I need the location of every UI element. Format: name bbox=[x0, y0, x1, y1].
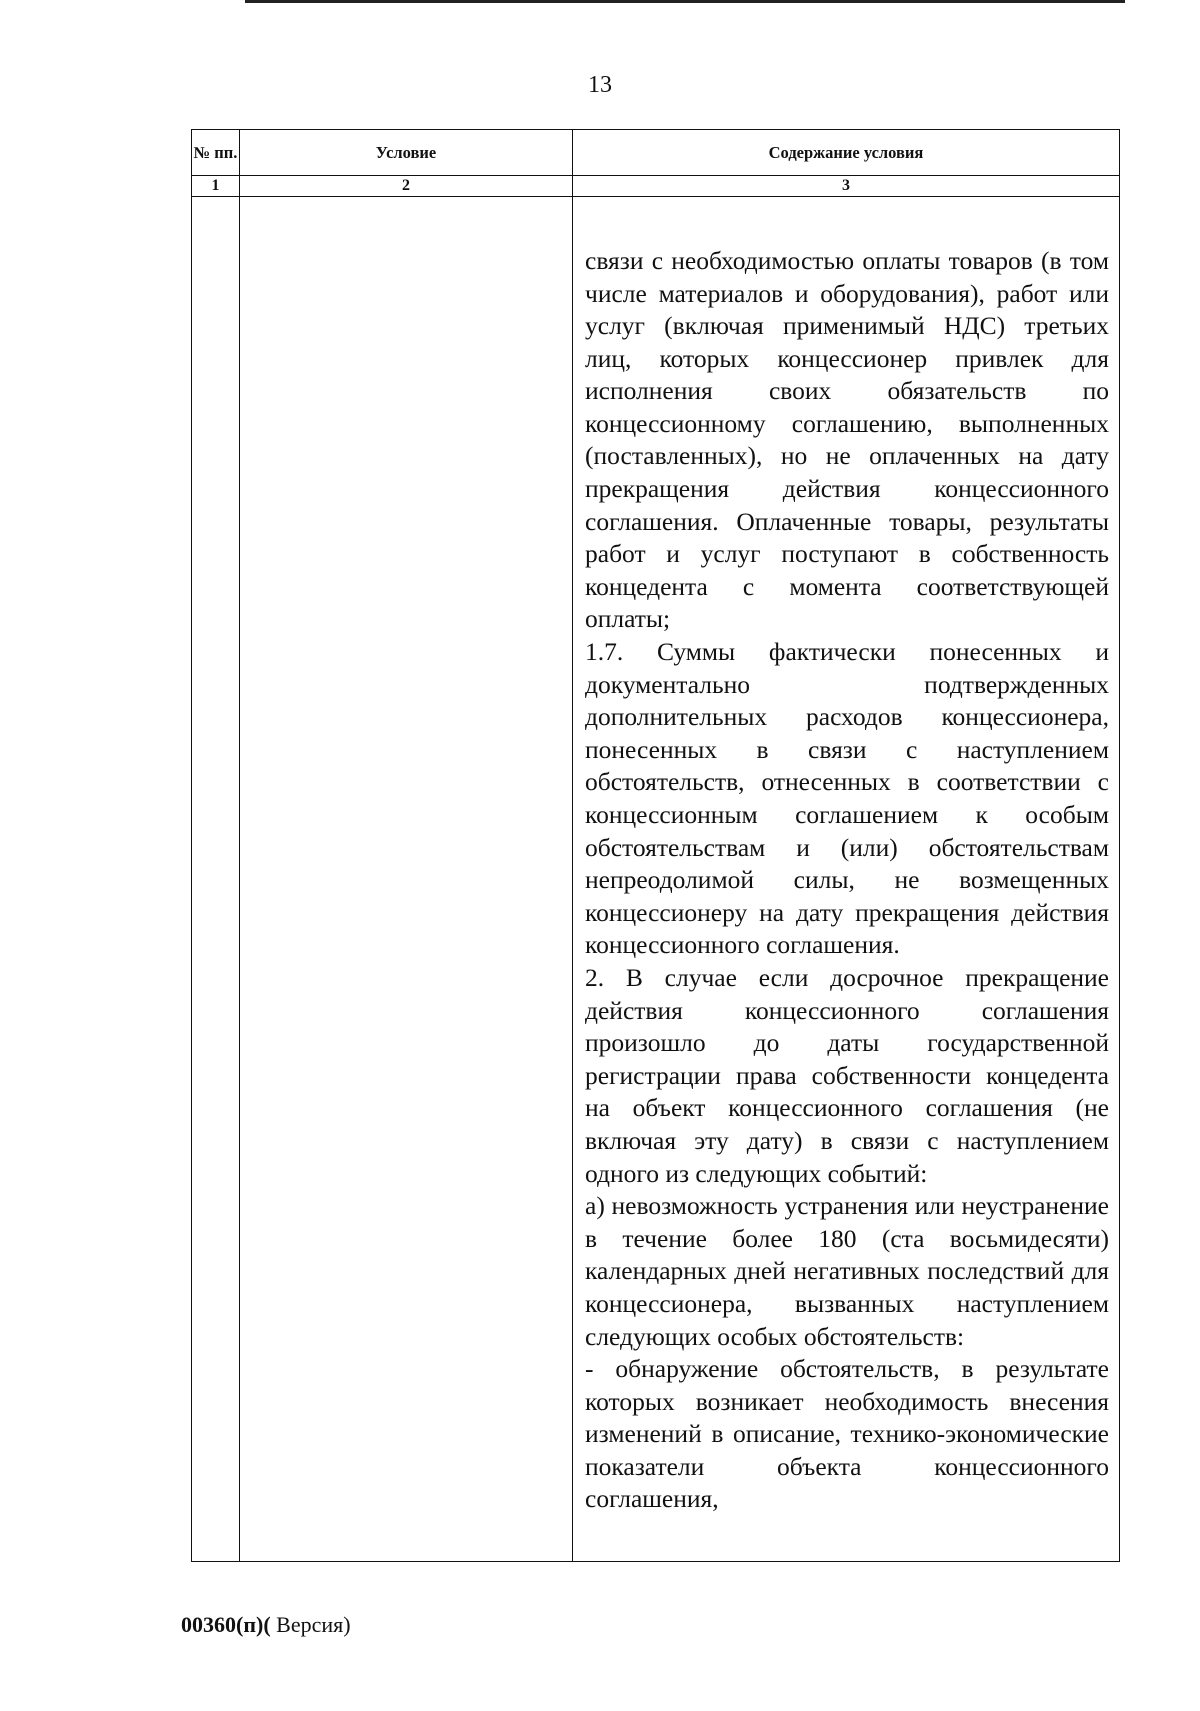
table-row bbox=[192, 197, 1120, 1562]
column-number-1: 1 bbox=[192, 176, 240, 197]
column-number-3: 3 bbox=[573, 176, 1120, 197]
content-paragraph-5: - обнаружение обстоятельств, в результате которых возникает необходимость внесения изменений в описание, технико-экономические показатели объекта концессионного соглашения, bbox=[585, 1354, 1109, 1514]
header-content: Содержание условия bbox=[573, 130, 1120, 176]
document-code-number: 00360(п)( bbox=[181, 1612, 271, 1637]
header-num: № пп. bbox=[192, 130, 240, 176]
document-version: Версия) bbox=[270, 1612, 351, 1637]
row-num-cell bbox=[192, 197, 240, 1562]
content-paragraph-4: а) невозможность устранения или неустранение в течение более 180 (ста восьмидесяти) календарных дней негативных последствий для концессионера, вызванных наступлением следующих особых обстоятельств: bbox=[585, 1191, 1109, 1351]
document-code bbox=[181, 1612, 351, 1638]
column-number-2: 2 bbox=[240, 176, 573, 197]
row-content-cell bbox=[573, 197, 1120, 1562]
content-paragraph-3: 2. В случае если досрочное прекращение действия концессионного соглашения произошло до даты государственной регистрации права собственности концедента на объект концессионного соглашения (не включая эту дату) в связи с наступлением одного из следующих событий: bbox=[585, 962, 1109, 1188]
header-condition: Условие bbox=[240, 130, 573, 176]
table-header-row bbox=[192, 130, 1120, 176]
conditions-table bbox=[191, 129, 1120, 1562]
page-number: 13 bbox=[588, 72, 612, 98]
content-paragraph-2: 1.7. Суммы фактически понесенных и документально подтвержденных дополнительных расходов концессионера, понесенных в связи с наступлением обстоятельств, отнесенных в соответствии с концессионным соглашением к особым обстоятельствам и (или) обстоятельствам непреодолимой силы, не возмещенных концессионеру на дату прекращения действия концессионного соглашения. bbox=[585, 637, 1109, 960]
column-number-row bbox=[192, 176, 1120, 197]
top-border-line bbox=[245, 0, 1125, 3]
content-paragraph-1: связи с необходимостью оплаты товаров (в том числе материалов и оборудования), работ или услуг (включая применимый НДС) третьих лиц, которых концессионер привлек для исполнения своих обязательств по концессионному соглашению, выполненных (поставленных), но не оплаченных на дату прекращения действия концессионного соглашения. Оплаченные товары, результаты работ и услуг поступают в собственность концедента с момента соответствующей оплаты; bbox=[585, 245, 1109, 634]
row-condition-cell bbox=[240, 197, 573, 1562]
